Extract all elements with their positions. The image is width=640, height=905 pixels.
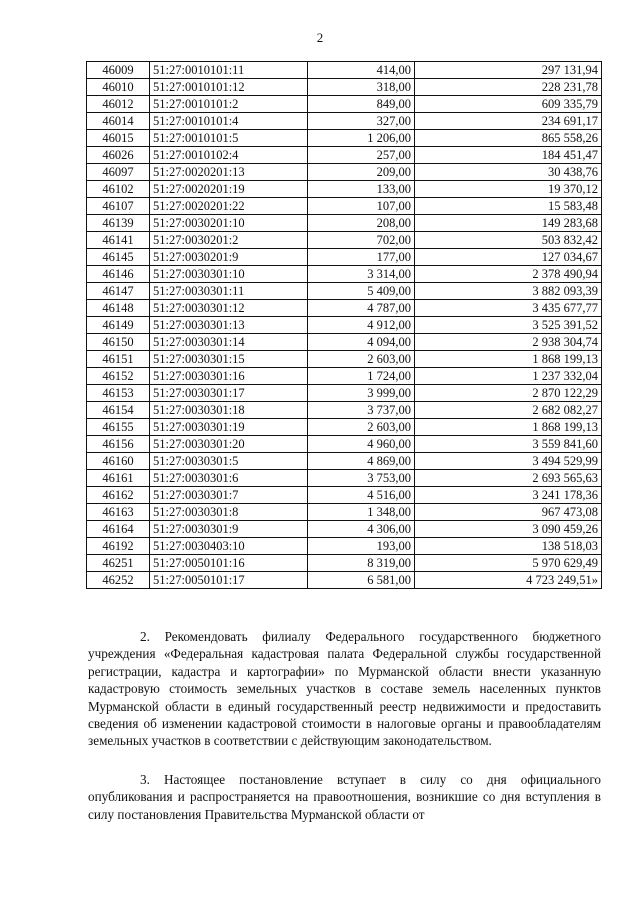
- cell-cadastral-value: 15 583,48: [415, 198, 602, 215]
- cell-cadastral-number: 51:27:0030301:8: [150, 504, 308, 521]
- cell-area: 3 737,00: [308, 402, 415, 419]
- cell-cadastral-number: 51:27:0010101:12: [150, 79, 308, 96]
- cell-area: 209,00: [308, 164, 415, 181]
- table-row: [87, 487, 602, 504]
- cell-number: 46152: [87, 368, 150, 385]
- cell-area: 3 753,00: [308, 470, 415, 487]
- cell-number: 46160: [87, 453, 150, 470]
- cell-number: 46141: [87, 232, 150, 249]
- cell-number: 46010: [87, 79, 150, 96]
- table-row: [87, 249, 602, 266]
- cell-number: 46147: [87, 283, 150, 300]
- cell-area: 1 206,00: [308, 130, 415, 147]
- cell-cadastral-value: 503 832,42: [415, 232, 602, 249]
- cell-cadastral-value: 3 494 529,99: [415, 453, 602, 470]
- table-row: [87, 538, 602, 555]
- cell-cadastral-value: 2 870 122,29: [415, 385, 602, 402]
- table-row: [87, 113, 602, 130]
- cell-cadastral-number: 51:27:0010101:2: [150, 96, 308, 113]
- cell-number: 46154: [87, 402, 150, 419]
- cell-number: 46192: [87, 538, 150, 555]
- cell-number: 46156: [87, 436, 150, 453]
- table-row: [87, 385, 602, 402]
- table-row: [87, 555, 602, 572]
- cell-number: 46148: [87, 300, 150, 317]
- table-row: [87, 283, 602, 300]
- cell-cadastral-value: 3 882 093,39: [415, 283, 602, 300]
- table-row: [87, 62, 602, 79]
- cell-area: 4 912,00: [308, 317, 415, 334]
- cell-cadastral-number: 51:27:0030201:2: [150, 232, 308, 249]
- cell-cadastral-value: 2 693 565,63: [415, 470, 602, 487]
- table-row: [87, 436, 602, 453]
- table-row: [87, 215, 602, 232]
- cell-number: 46097: [87, 164, 150, 181]
- cell-cadastral-number: 51:27:0010102:4: [150, 147, 308, 164]
- cell-cadastral-value: 297 131,94: [415, 62, 602, 79]
- cell-cadastral-number: 51:27:0030301:10: [150, 266, 308, 283]
- table-row: [87, 130, 602, 147]
- cell-cadastral-number: 51:27:0010101:5: [150, 130, 308, 147]
- cell-area: 3 999,00: [308, 385, 415, 402]
- cell-cadastral-number: 51:27:0030301:11: [150, 283, 308, 300]
- cell-area: 702,00: [308, 232, 415, 249]
- cell-cadastral-value: 3 435 677,77: [415, 300, 602, 317]
- cell-cadastral-number: 51:27:0030301:5: [150, 453, 308, 470]
- cell-cadastral-number: 51:27:0030301:6: [150, 470, 308, 487]
- cell-cadastral-number: 51:27:0030301:18: [150, 402, 308, 419]
- cell-area: 177,00: [308, 249, 415, 266]
- cell-cadastral-number: 51:27:0030301:17: [150, 385, 308, 402]
- table-row: [87, 266, 602, 283]
- table-body: [87, 62, 602, 589]
- cell-cadastral-value: 3 525 391,52: [415, 317, 602, 334]
- cell-area: 2 603,00: [308, 419, 415, 436]
- cell-area: 849,00: [308, 96, 415, 113]
- cell-cadastral-value: 2 378 490,94: [415, 266, 602, 283]
- table-row: [87, 164, 602, 181]
- cell-cadastral-value: 228 231,78: [415, 79, 602, 96]
- cell-number: 46153: [87, 385, 150, 402]
- cell-cadastral-number: 51:27:0020201:22: [150, 198, 308, 215]
- cell-number: 46014: [87, 113, 150, 130]
- cell-cadastral-number: 51:27:0030301:20: [150, 436, 308, 453]
- cell-cadastral-value: 967 473,08: [415, 504, 602, 521]
- cell-number: 46163: [87, 504, 150, 521]
- cell-cadastral-number: 51:27:0030301:19: [150, 419, 308, 436]
- cell-number: 46151: [87, 351, 150, 368]
- table-row: [87, 351, 602, 368]
- cell-cadastral-value: 234 691,17: [415, 113, 602, 130]
- table-row: [87, 96, 602, 113]
- cell-number: 46162: [87, 487, 150, 504]
- cell-cadastral-value: 127 034,67: [415, 249, 602, 266]
- cell-area: 107,00: [308, 198, 415, 215]
- table-row: [87, 79, 602, 96]
- cell-number: 46102: [87, 181, 150, 198]
- cell-cadastral-number: 51:27:0030301:9: [150, 521, 308, 538]
- paragraph-3: [88, 771, 601, 823]
- cell-cadastral-number: 51:27:0050101:16: [150, 555, 308, 572]
- paragraph-2: [88, 628, 601, 750]
- cell-cadastral-value: 1 868 199,13: [415, 419, 602, 436]
- table-row: [87, 504, 602, 521]
- cell-cadastral-number: 51:27:0030301:15: [150, 351, 308, 368]
- cell-cadastral-value: 5 970 629,49: [415, 555, 602, 572]
- cell-cadastral-number: 51:27:0030301:14: [150, 334, 308, 351]
- cell-area: 208,00: [308, 215, 415, 232]
- cell-cadastral-value: 138 518,03: [415, 538, 602, 555]
- cell-number: 46150: [87, 334, 150, 351]
- cell-cadastral-number: 51:27:0030301:7: [150, 487, 308, 504]
- cell-number: 46012: [87, 96, 150, 113]
- cell-number: 46009: [87, 62, 150, 79]
- cell-number: 46139: [87, 215, 150, 232]
- cell-number: 46251: [87, 555, 150, 572]
- cell-number: 46026: [87, 147, 150, 164]
- cell-cadastral-value: 1 237 332,04: [415, 368, 602, 385]
- paragraph-2-text: 2. Рекомендовать филиалу Федерального государственного бюджетного учреждения «Федеральная кадастровая палата Федеральной службы государственной регистрации, кадастра и картографии» по Мурманской области внести указанную кадастровую стоимость земельных участков в составе земель населенных пунктов Мурманской области в единый государственный реестр недвижимости и предоставить сведения об изменении кадастровой стоимости в налоговые органы и правообладателям земельных участков в соответствии с действующим законодательством.: [88, 629, 601, 749]
- table-row: [87, 317, 602, 334]
- table-row: [87, 453, 602, 470]
- cell-area: 318,00: [308, 79, 415, 96]
- cell-cadastral-value: 184 451,47: [415, 147, 602, 164]
- table-row: [87, 232, 602, 249]
- cell-number: 46155: [87, 419, 150, 436]
- cell-area: 4 960,00: [308, 436, 415, 453]
- cell-cadastral-number: 51:27:0010101:4: [150, 113, 308, 130]
- cell-area: 2 603,00: [308, 351, 415, 368]
- cell-area: 133,00: [308, 181, 415, 198]
- cell-number: 46252: [87, 572, 150, 589]
- cell-area: 4 869,00: [308, 453, 415, 470]
- cell-area: 257,00: [308, 147, 415, 164]
- cell-area: 1 348,00: [308, 504, 415, 521]
- cell-area: 4 094,00: [308, 334, 415, 351]
- cell-cadastral-value: 3 559 841,60: [415, 436, 602, 453]
- cell-number: 46146: [87, 266, 150, 283]
- cell-cadastral-number: 51:27:0050101:17: [150, 572, 308, 589]
- cell-cadastral-number: 51:27:0030301:16: [150, 368, 308, 385]
- cell-cadastral-value: 30 438,76: [415, 164, 602, 181]
- cell-cadastral-value: 2 938 304,74: [415, 334, 602, 351]
- cell-cadastral-number: 51:27:0010101:11: [150, 62, 308, 79]
- cell-cadastral-value: 19 370,12: [415, 181, 602, 198]
- cadastral-value-table: [86, 61, 602, 589]
- cell-number: 46164: [87, 521, 150, 538]
- cell-cadastral-number: 51:27:0030301:12: [150, 300, 308, 317]
- cell-area: 3 314,00: [308, 266, 415, 283]
- cell-cadastral-value: 3 241 178,36: [415, 487, 602, 504]
- cell-area: 4 306,00: [308, 521, 415, 538]
- table-row: [87, 572, 602, 589]
- cell-area: 193,00: [308, 538, 415, 555]
- cell-number: 46015: [87, 130, 150, 147]
- cell-cadastral-value: 609 335,79: [415, 96, 602, 113]
- table-row: [87, 147, 602, 164]
- cell-area: 327,00: [308, 113, 415, 130]
- page-number: 2: [316, 30, 324, 45]
- cell-number: 46107: [87, 198, 150, 215]
- table-row: [87, 368, 602, 385]
- table-row: [87, 334, 602, 351]
- cell-cadastral-number: 51:27:0020201:19: [150, 181, 308, 198]
- cell-cadastral-number: 51:27:0030403:10: [150, 538, 308, 555]
- table-row: [87, 300, 602, 317]
- cell-cadastral-number: 51:27:0030201:10: [150, 215, 308, 232]
- table-row: [87, 521, 602, 538]
- cell-area: 5 409,00: [308, 283, 415, 300]
- table-row: [87, 181, 602, 198]
- table-row: [87, 402, 602, 419]
- cell-cadastral-value: 3 090 459,26: [415, 521, 602, 538]
- table-row: [87, 470, 602, 487]
- cell-area: 414,00: [308, 62, 415, 79]
- paragraph-3-text: 3. Настоящее постановление вступает в силу со дня официального опубликования и распространяется на правоотношения, возникшие со дня вступления в силу постановления Правительства Мурманской области от: [88, 772, 601, 822]
- cell-area: 4 787,00: [308, 300, 415, 317]
- cell-cadastral-number: 51:27:0030301:13: [150, 317, 308, 334]
- cell-cadastral-value: 149 283,68: [415, 215, 602, 232]
- cell-area: 8 319,00: [308, 555, 415, 572]
- cell-cadastral-number: 51:27:0020201:13: [150, 164, 308, 181]
- cell-area: 4 516,00: [308, 487, 415, 504]
- cell-cadastral-value: 1 868 199,13: [415, 351, 602, 368]
- cell-cadastral-value: 2 682 082,27: [415, 402, 602, 419]
- cell-cadastral-value: 4 723 249,51»: [415, 572, 602, 589]
- cell-number: 46161: [87, 470, 150, 487]
- table-row: [87, 419, 602, 436]
- cell-area: 1 724,00: [308, 368, 415, 385]
- cell-cadastral-value: 865 558,26: [415, 130, 602, 147]
- cell-number: 46145: [87, 249, 150, 266]
- cell-area: 6 581,00: [308, 572, 415, 589]
- cell-cadastral-number: 51:27:0030201:9: [150, 249, 308, 266]
- cell-number: 46149: [87, 317, 150, 334]
- table-row: [87, 198, 602, 215]
